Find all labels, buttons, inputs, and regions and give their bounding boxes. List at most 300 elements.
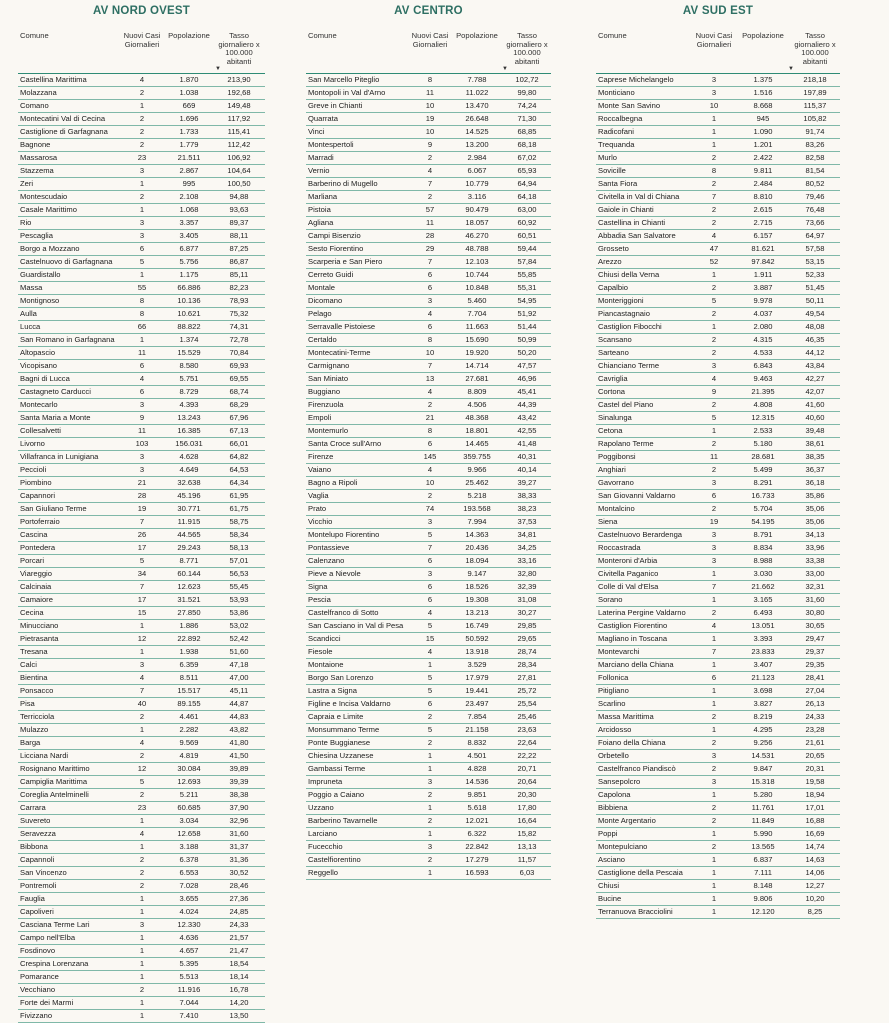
cell-comune: Crespina Lorenzana — [20, 959, 89, 968]
cell-rate: 85,11 — [229, 270, 249, 279]
table-row — [306, 568, 551, 581]
cell-population: 4.808 — [753, 400, 773, 409]
cell-comune: Civitella in Val di Chiana — [598, 192, 680, 201]
cell-cases: 7 — [427, 179, 433, 188]
cell-rate: 17,80 — [517, 803, 537, 812]
cell-population: 5.460 — [467, 296, 487, 305]
cell-cases: 3 — [427, 569, 433, 578]
cell-population: 4.657 — [179, 946, 199, 955]
cell-population: 1.175 — [179, 270, 199, 279]
cell-population: 1.696 — [179, 114, 199, 123]
cell-cases: 5 — [427, 686, 433, 695]
cell-comune: Arcidosso — [598, 725, 632, 734]
cell-comune: Impruneta — [308, 777, 343, 786]
cell-rate: 54,95 — [517, 296, 537, 305]
table-row — [596, 789, 840, 802]
cell-population: 5.990 — [753, 829, 773, 838]
cell-population: 5.395 — [179, 959, 199, 968]
table-row — [306, 113, 551, 126]
cell-comune: Cavriglia — [598, 374, 628, 383]
cell-cases: 4 — [711, 231, 717, 240]
header-population: Popolazione — [456, 31, 498, 40]
cell-comune: Castellina Marittima — [20, 75, 87, 84]
cell-population: 31.521 — [177, 595, 201, 604]
cell-cases: 2 — [427, 738, 433, 747]
cell-cases: 1 — [139, 101, 145, 110]
table-row — [306, 620, 551, 633]
cell-comune: Fauglia — [20, 894, 45, 903]
cell-comune: Minucciano — [20, 621, 59, 630]
cell-population: 13.565 — [751, 842, 775, 851]
cell-rate: 36,37 — [805, 465, 825, 474]
cell-population: 9.811 — [753, 166, 773, 175]
table-row — [306, 139, 551, 152]
cell-rate: 41,60 — [805, 400, 825, 409]
cell-comune: Radicofani — [598, 127, 634, 136]
cell-comune: Sovicille — [598, 166, 626, 175]
cell-comune: Cetona — [598, 426, 623, 435]
cell-rate: 64,97 — [805, 231, 825, 240]
cell-population: 90.479 — [465, 205, 489, 214]
cell-rate: 35,06 — [805, 517, 825, 526]
cell-rate: 61,75 — [229, 504, 249, 513]
cell-rate: 67,02 — [517, 153, 537, 162]
cell-rate: 55,31 — [517, 283, 537, 292]
cell-population: 14.531 — [751, 751, 775, 760]
cell-population: 2.715 — [753, 218, 773, 227]
cell-comune: Terricciola — [20, 712, 55, 721]
table-row — [596, 87, 840, 100]
cell-cases: 2 — [711, 400, 717, 409]
cell-comune: Vicchio — [308, 517, 333, 526]
cell-population: 4.819 — [179, 751, 199, 760]
cell-cases: 47 — [709, 244, 719, 253]
cell-comune: Camaiore — [20, 595, 53, 604]
cell-population: 5.218 — [467, 491, 487, 500]
cell-comune: Serravalle Pistoiese — [308, 322, 376, 331]
cell-rate: 58,34 — [229, 530, 249, 539]
table-row — [306, 451, 551, 464]
cell-cases: 1 — [711, 907, 717, 916]
cell-comune: Sinalunga — [598, 413, 632, 422]
table-av-centro — [306, 0, 551, 880]
cell-cases: 3 — [711, 75, 717, 84]
table-row — [18, 737, 265, 750]
cell-cases: 1 — [139, 621, 145, 630]
table-row — [596, 841, 840, 854]
cell-comune: Vaglia — [308, 491, 329, 500]
cell-rate: 60,92 — [517, 218, 537, 227]
cell-cases: 1 — [139, 816, 145, 825]
header-rate[interactable]: Tasso giornaliero x 100.000 abitanti — [218, 31, 260, 66]
cell-comune: Pescaglia — [20, 231, 53, 240]
cell-population: 3.165 — [753, 595, 773, 604]
cell-comune: Murlo — [598, 153, 617, 162]
cell-rate: 29,35 — [805, 660, 825, 669]
table-row — [596, 737, 840, 750]
cell-population: 18.057 — [465, 218, 489, 227]
cell-comune: Villafranca in Lunigiana — [20, 452, 99, 461]
cell-cases: 1 — [139, 998, 145, 1007]
cell-population: 14.536 — [465, 777, 489, 786]
cell-rate: 41,48 — [517, 439, 537, 448]
cell-population: 8.810 — [753, 192, 773, 201]
cell-rate: 12,27 — [805, 881, 825, 890]
cell-cases: 10 — [425, 127, 435, 136]
table-title: AV SUD EST — [682, 5, 754, 17]
cell-population: 21.158 — [465, 725, 489, 734]
cell-rate: 112,42 — [227, 140, 251, 149]
table-row — [306, 789, 551, 802]
cell-rate: 17,01 — [805, 803, 825, 812]
cell-rate: 32,80 — [517, 569, 537, 578]
cell-comune: Santa Maria a Monte — [20, 413, 91, 422]
cell-cases: 21 — [137, 478, 147, 487]
cell-comune: Pontedera — [20, 543, 56, 552]
cell-cases: 1 — [711, 725, 717, 734]
table-row — [596, 542, 840, 555]
cell-population: 2.422 — [753, 153, 773, 162]
cell-population: 8.219 — [753, 712, 773, 721]
cell-cases: 7 — [139, 686, 145, 695]
table-row — [596, 646, 840, 659]
table-row — [18, 880, 265, 893]
cell-population: 6.843 — [753, 361, 773, 370]
table-row — [18, 503, 265, 516]
cell-comune: Capolona — [598, 790, 631, 799]
cell-cases: 4 — [139, 374, 145, 383]
cell-cases: 1 — [711, 140, 717, 149]
cell-comune: Aulla — [20, 309, 37, 318]
cell-cases: 1 — [711, 127, 717, 136]
table-row — [596, 451, 840, 464]
cell-rate: 93,63 — [229, 205, 249, 214]
table-row — [18, 100, 265, 113]
cell-population: 1.374 — [179, 335, 199, 344]
cell-population: 3.030 — [753, 569, 773, 578]
cell-population: 5.280 — [753, 790, 773, 799]
cell-population: 2.484 — [753, 179, 773, 188]
cell-comune: Massa — [20, 283, 43, 292]
cell-population: 3.655 — [179, 894, 199, 903]
cell-rate: 25,54 — [517, 699, 537, 708]
cell-rate: 30,52 — [229, 868, 249, 877]
cell-population: 945 — [756, 114, 770, 123]
cell-comune: Stazzema — [20, 166, 54, 175]
sort-desc-icon[interactable]: ▼ — [215, 66, 221, 72]
cell-rate: 44,39 — [517, 400, 537, 409]
cell-comune: Montescudaio — [20, 192, 68, 201]
cell-population: 19.441 — [465, 686, 489, 695]
cell-cases: 66 — [137, 322, 147, 331]
cell-population: 9.147 — [467, 569, 487, 578]
sort-desc-icon[interactable]: ▼ — [502, 66, 508, 72]
cell-comune: Empoli — [308, 413, 332, 422]
cell-population: 4.628 — [179, 452, 199, 461]
cell-comune: Roccastrada — [598, 543, 641, 552]
cell-comune: Santa Fiora — [598, 179, 638, 188]
cell-cases: 145 — [423, 452, 437, 461]
cell-cases: 7 — [711, 647, 717, 656]
header-comune: Comune — [598, 31, 627, 40]
cell-population: 4.393 — [179, 400, 199, 409]
cell-population: 14.363 — [465, 530, 489, 539]
cell-rate: 18,94 — [805, 790, 825, 799]
table-row — [18, 477, 265, 490]
cell-comune: Cascina — [20, 530, 48, 539]
cell-population: 1.733 — [179, 127, 199, 136]
header-rate[interactable]: Tasso giornaliero x 100.000 abitanti — [794, 31, 836, 66]
cell-cases: 2 — [711, 504, 717, 513]
cell-population: 1.068 — [179, 205, 199, 214]
cell-population: 1.886 — [179, 621, 199, 630]
cell-rate: 86,87 — [229, 257, 249, 266]
cell-population: 13.200 — [465, 140, 489, 149]
cell-rate: 20,64 — [517, 777, 537, 786]
table-row — [18, 698, 265, 711]
cell-cases: 19 — [425, 114, 435, 123]
table-row — [306, 87, 551, 100]
cell-comune: Firenzuola — [308, 400, 344, 409]
cell-comune: Monteriggioni — [598, 296, 644, 305]
header-rate[interactable]: Tasso giornaliero x 100.000 abitanti — [506, 31, 548, 66]
cell-cases: 11 — [426, 88, 434, 97]
table-header — [18, 23, 265, 74]
cell-population: 1.911 — [753, 270, 773, 279]
cell-cases: 2 — [711, 608, 717, 617]
cell-cases: 11 — [426, 218, 434, 227]
cell-cases: 2 — [139, 751, 145, 760]
table-row — [306, 516, 551, 529]
cell-rate: 40,60 — [805, 413, 825, 422]
cell-population: 13.213 — [465, 608, 489, 617]
table-row — [596, 126, 840, 139]
table-row — [18, 607, 265, 620]
cell-rate: 192,68 — [227, 88, 251, 97]
table-row — [306, 295, 551, 308]
cell-population: 66.886 — [177, 283, 201, 292]
cell-cases: 4 — [427, 387, 433, 396]
cell-rate: 55,85 — [517, 270, 537, 279]
cell-cases: 2 — [711, 764, 717, 773]
cell-cases: 6 — [139, 244, 145, 253]
cell-population: 50.592 — [465, 634, 489, 643]
cell-comune: Capoliveri — [20, 907, 54, 916]
cell-cases: 2 — [139, 88, 145, 97]
cell-population: 11.849 — [751, 816, 775, 825]
table-row — [306, 750, 551, 763]
cell-population: 4.828 — [467, 764, 487, 773]
cell-population: 15.529 — [177, 348, 201, 357]
cell-rate: 91,74 — [805, 127, 825, 136]
cell-comune: Poggio a Caiano — [308, 790, 365, 799]
cell-rate: 50,99 — [517, 335, 537, 344]
table-row — [18, 399, 265, 412]
cell-rate: 33,38 — [805, 556, 825, 565]
cell-cases: 1 — [711, 426, 717, 435]
cell-rate: 20,31 — [805, 764, 825, 773]
cell-comune: Castiglione di Garfagnana — [20, 127, 108, 136]
cell-population: 12.623 — [177, 582, 201, 591]
cell-comune: Civitella Paganico — [598, 569, 659, 578]
table-row — [596, 438, 840, 451]
sort-desc-icon[interactable]: ▼ — [788, 66, 794, 72]
cell-cases: 4 — [711, 621, 717, 630]
cell-population: 13.051 — [751, 621, 775, 630]
table-row — [596, 230, 840, 243]
cell-rate: 78,93 — [229, 296, 249, 305]
cell-rate: 34,81 — [517, 530, 537, 539]
table-row — [596, 620, 840, 633]
cell-rate: 89,37 — [229, 218, 249, 227]
cell-rate: 11,57 — [517, 855, 537, 864]
table-row — [18, 932, 265, 945]
table-row — [18, 490, 265, 503]
cell-comune: Montecarlo — [20, 400, 58, 409]
cell-population: 4.636 — [179, 933, 199, 942]
cell-rate: 48,08 — [805, 322, 825, 331]
table-row — [596, 607, 840, 620]
cell-population: 14.465 — [465, 439, 489, 448]
table-row — [596, 685, 840, 698]
cell-comune: Monticiano — [598, 88, 635, 97]
cell-population: 1.090 — [753, 127, 773, 136]
cell-comune: Buggiano — [308, 387, 341, 396]
cell-comune: Castelfiorentino — [308, 855, 361, 864]
table-row — [596, 854, 840, 867]
table-row — [18, 295, 265, 308]
table-row — [18, 152, 265, 165]
cell-cases: 2 — [711, 803, 717, 812]
cell-rate: 23,28 — [805, 725, 825, 734]
cell-population: 18.094 — [465, 556, 489, 565]
cell-population: 8.791 — [753, 530, 773, 539]
cell-population: 88.822 — [177, 322, 201, 331]
cell-rate: 20,65 — [805, 751, 825, 760]
cell-rate: 27,81 — [517, 673, 537, 682]
table-row — [306, 503, 551, 516]
cell-comune: Licciana Nardi — [20, 751, 69, 760]
cell-cases: 21 — [425, 413, 435, 422]
cell-cases: 3 — [711, 530, 717, 539]
cell-comune: Pontremoli — [20, 881, 57, 890]
cell-population: 9.847 — [753, 764, 773, 773]
cell-population: 10.621 — [177, 309, 201, 318]
cell-comune: Calci — [20, 660, 37, 669]
cell-cases: 1 — [139, 933, 145, 942]
cell-cases: 3 — [711, 361, 717, 370]
cell-rate: 14,63 — [805, 855, 825, 864]
cell-rate: 18,54 — [229, 959, 249, 968]
cell-comune: Forte dei Marmi — [20, 998, 74, 1007]
cell-comune: Asciano — [598, 855, 626, 864]
table-row — [306, 581, 551, 594]
cell-comune: Casale Marittimo — [20, 205, 77, 214]
table-row — [18, 776, 265, 789]
cell-comune: Uzzano — [308, 803, 334, 812]
cell-cases: 2 — [711, 205, 717, 214]
cell-cases: 1 — [139, 647, 145, 656]
cell-comune: Pietrasanta — [20, 634, 59, 643]
cell-cases: 4 — [139, 738, 145, 747]
table-row — [306, 854, 551, 867]
cell-cases: 3 — [711, 478, 717, 487]
cell-cases: 5 — [711, 296, 717, 305]
table-row — [18, 815, 265, 828]
table-row — [596, 906, 840, 919]
cell-rate: 24,33 — [805, 712, 825, 721]
cell-cases: 1 — [427, 868, 433, 877]
cell-comune: San Giovanni Valdarno — [598, 491, 676, 500]
cell-rate: 58,13 — [229, 543, 249, 552]
cell-rate: 26,13 — [805, 699, 825, 708]
table-row — [18, 958, 265, 971]
cell-cases: 1 — [139, 1011, 145, 1020]
cell-rate: 46,96 — [517, 374, 537, 383]
cell-comune: Gavorrano — [598, 478, 634, 487]
cell-comune: Monte Argentario — [598, 816, 656, 825]
cell-rate: 53,86 — [229, 608, 249, 617]
cell-cases: 1 — [711, 829, 717, 838]
cell-comune: Barberino Tavarnelle — [308, 816, 378, 825]
cell-rate: 50,11 — [805, 296, 825, 305]
cell-comune: Bagnone — [20, 140, 51, 149]
cell-comune: San Casciano in Val di Pesa — [308, 621, 404, 630]
cell-comune: San Miniato — [308, 374, 349, 383]
cell-rate: 65,93 — [517, 166, 537, 175]
cell-population: 6.837 — [753, 855, 773, 864]
cell-rate: 18,14 — [229, 972, 249, 981]
table-row — [18, 412, 265, 425]
cell-population: 1.375 — [753, 75, 773, 84]
table-row — [596, 139, 840, 152]
cell-comune: Certaldo — [308, 335, 337, 344]
cell-rate: 80,52 — [805, 179, 825, 188]
cell-cases: 7 — [711, 582, 717, 591]
cell-population: 23.497 — [465, 699, 489, 708]
cell-population: 15.690 — [465, 335, 489, 344]
cell-rate: 31,36 — [229, 855, 249, 864]
cell-comune: Castel del Piano — [598, 400, 654, 409]
cell-comune: Terranuova Bracciolini — [598, 907, 673, 916]
cell-population: 6.067 — [467, 166, 487, 175]
cell-cases: 6 — [139, 361, 145, 370]
table-row — [596, 594, 840, 607]
cell-cases: 4 — [427, 309, 433, 318]
cell-comune: Barberino di Mugello — [308, 179, 378, 188]
cell-comune: Castellina in Chianti — [598, 218, 666, 227]
cell-cases: 1 — [139, 725, 145, 734]
table-row — [18, 425, 265, 438]
cell-cases: 34 — [137, 569, 147, 578]
table-header — [306, 23, 551, 74]
cell-population: 4.506 — [467, 400, 487, 409]
cell-population: 12.315 — [751, 413, 775, 422]
cell-cases: 3 — [711, 88, 717, 97]
table-row — [306, 308, 551, 321]
cell-population: 2.533 — [753, 426, 773, 435]
cell-cases: 4 — [139, 673, 145, 682]
cell-rate: 38,61 — [805, 439, 825, 448]
table-row — [18, 750, 265, 763]
cell-rate: 43,84 — [805, 361, 825, 370]
table-row — [18, 633, 265, 646]
cell-comune: Porcari — [20, 556, 45, 565]
cell-comune: Sesto Fiorentino — [308, 244, 364, 253]
cell-cases: 2 — [139, 855, 145, 864]
cell-rate: 38,35 — [805, 452, 825, 461]
table-row — [18, 165, 265, 178]
